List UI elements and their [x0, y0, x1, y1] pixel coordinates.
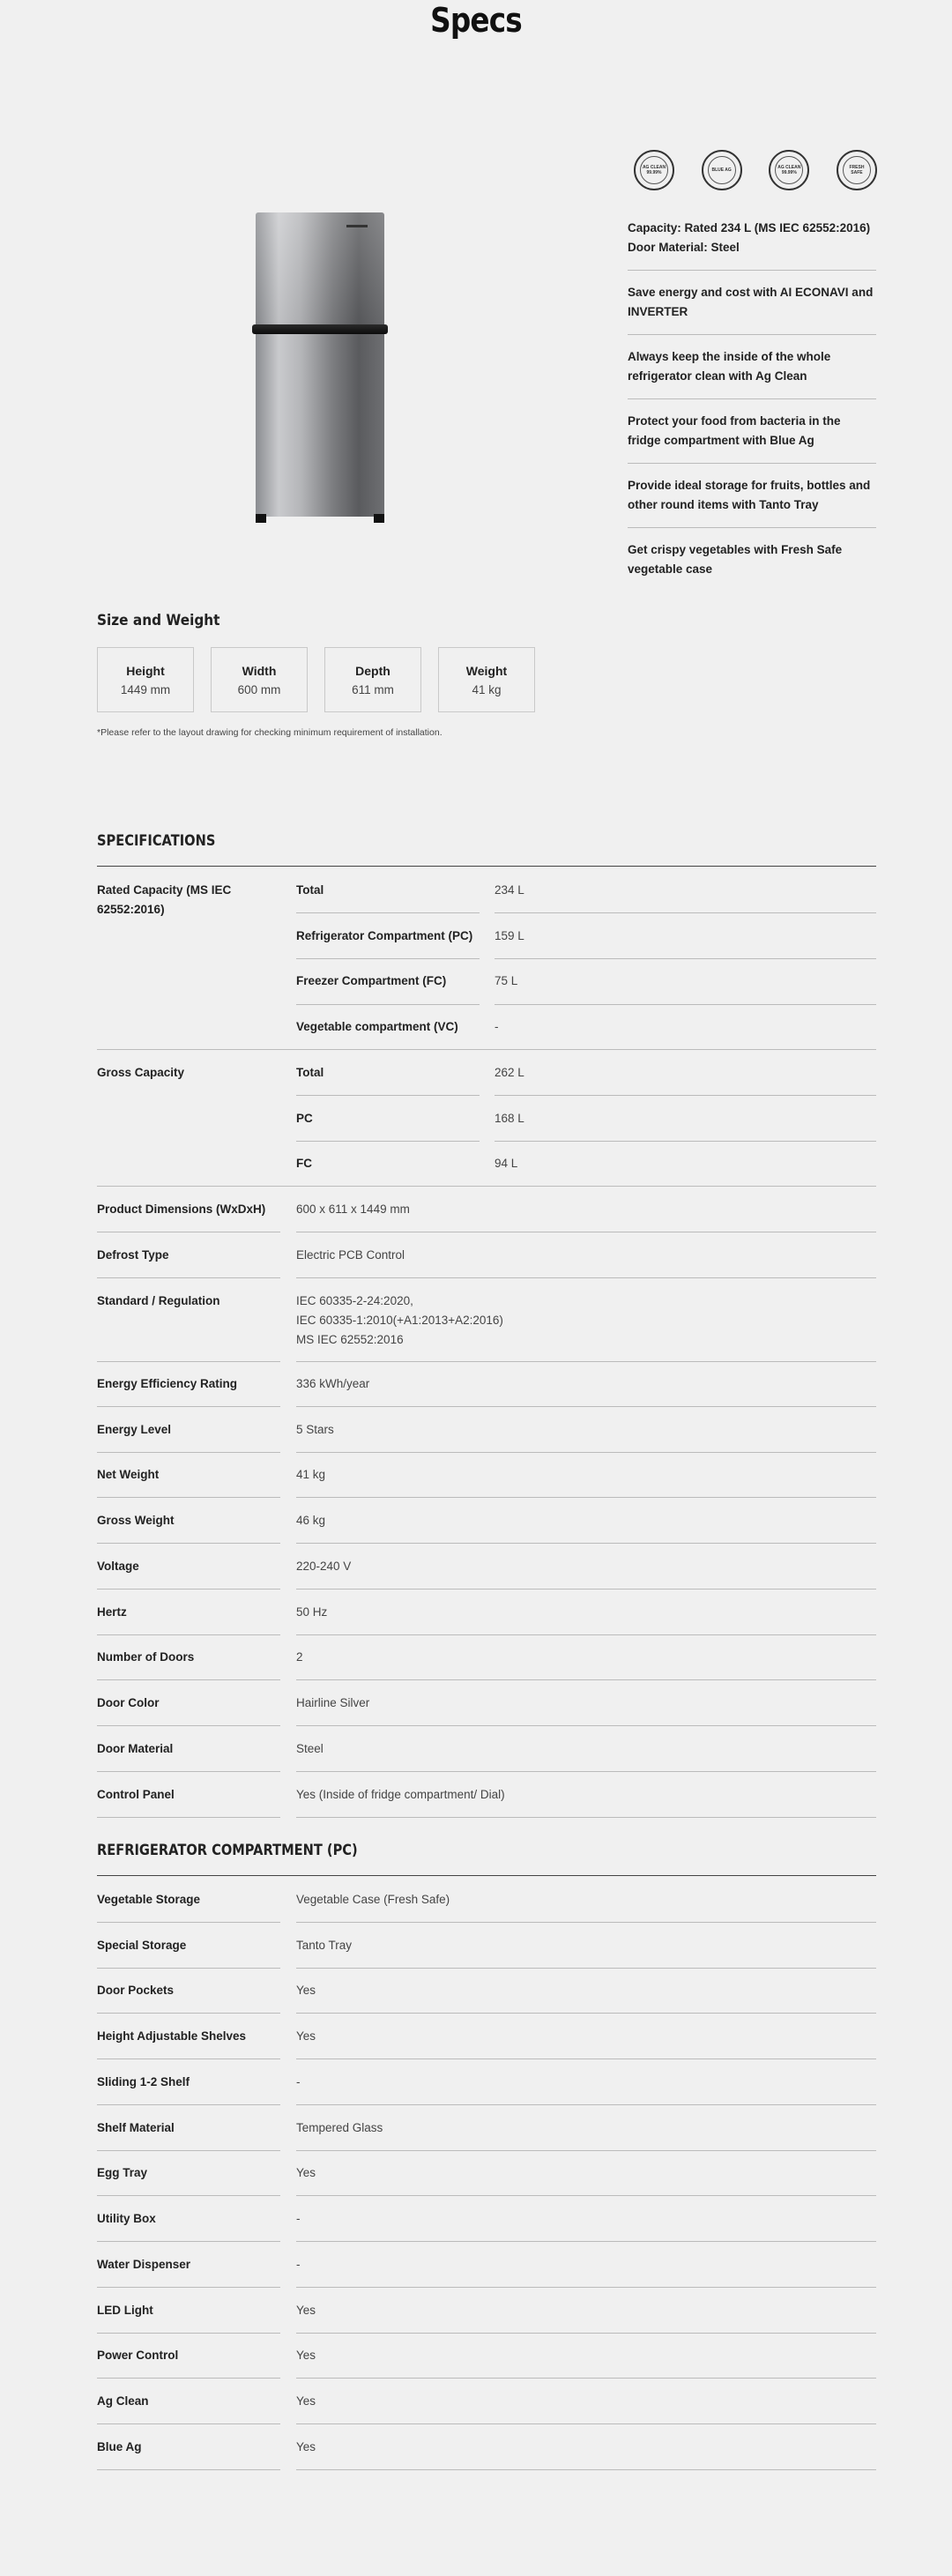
- spec-subkey: Vegetable compartment (VC): [296, 1020, 458, 1033]
- spec-value: -: [296, 2212, 301, 2225]
- spec-value: 46 kg: [296, 1514, 326, 1527]
- spec-subkey: Refrigerator Compartment (PC): [296, 929, 473, 942]
- spec-value: Hairline Silver: [296, 1696, 370, 1709]
- feature-item: Provide ideal storage for fruits, bottles and other round items with Tanto Tray: [628, 476, 876, 528]
- spec-key: Hertz: [97, 1605, 127, 1619]
- spec-key: Gross Capacity: [97, 1066, 185, 1079]
- spec-value: -: [296, 2075, 301, 2088]
- ag-clean-badge-icon: AG CLEAN 99.99%: [634, 150, 674, 190]
- spec-key: Defrost Type: [97, 1248, 169, 1262]
- spec-key: Door Material: [97, 1742, 174, 1755]
- spec-key: Energy Efficiency Rating: [97, 1377, 238, 1390]
- spec-value: 75 L: [495, 974, 518, 987]
- spec-value: Steel: [296, 1742, 324, 1755]
- installation-note: *Please refer to the layout drawing for checking minimum requirement of installation.: [97, 727, 443, 738]
- feature-badges: [634, 150, 877, 190]
- spec-value: 234 L: [495, 883, 524, 897]
- spec-value: IEC 60335-2-24:2020, IEC 60335-1:2010(+A1:2013+A2:2016) MS IEC 62552:2016: [296, 1294, 503, 1346]
- spec-key: Power Control: [97, 2349, 179, 2362]
- size-weight-cards: [97, 647, 535, 712]
- spec-value: Electric PCB Control: [296, 1248, 405, 1262]
- spec-value: 50 Hz: [296, 1605, 328, 1619]
- weight-card: Weight 41 kg: [438, 647, 535, 712]
- refrigerator-compartment-title: REFRIGERATOR COMPARTMENT (PC): [97, 1842, 358, 1859]
- spec-value: 600 x 611 x 1449 mm: [296, 1202, 410, 1216]
- fresh-safe-badge-icon: FRESH SAFE: [837, 150, 877, 190]
- spec-value: 41 kg: [296, 1468, 326, 1481]
- spec-value: Yes: [296, 2440, 316, 2453]
- spec-subkey: Total: [296, 1066, 324, 1079]
- blue-ag-badge-icon: BLUE AG: [702, 150, 742, 190]
- spec-value: 168 L: [495, 1112, 524, 1125]
- feature-list: [628, 219, 876, 604]
- spec-value: 2: [296, 1650, 303, 1664]
- spec-key: Product Dimensions (WxDxH): [97, 1202, 266, 1216]
- spec-key: Sliding 1-2 Shelf: [97, 2075, 190, 2088]
- spec-key: Net Weight: [97, 1468, 160, 1481]
- spec-key: Standard / Regulation: [97, 1294, 220, 1307]
- spec-value: 159 L: [495, 929, 524, 942]
- section-divider: [97, 866, 876, 867]
- spec-key: Door Pockets: [97, 1984, 175, 1997]
- fridge-handle: [252, 324, 388, 334]
- spec-value: Yes: [296, 2394, 316, 2408]
- spec-value: 336 kWh/year: [296, 1377, 370, 1390]
- spec-value: Yes: [296, 2349, 316, 2362]
- ag-clean-99-badge-icon: AG CLEAN 99.99%: [769, 150, 809, 190]
- spec-key: LED Light: [97, 2304, 153, 2317]
- spec-value: Yes: [296, 1984, 316, 1997]
- specifications-title: SPECIFICATIONS: [97, 832, 216, 850]
- page-title: Specs: [430, 1, 522, 40]
- feature-item: Save energy and cost with AI ECONAVI and INVERTER: [628, 283, 876, 335]
- height-card: Height 1449 mm: [97, 647, 194, 712]
- spec-value: -: [296, 2258, 301, 2271]
- spec-key: Voltage: [97, 1560, 139, 1573]
- feature-item: Get crispy vegetables with Fresh Safe vegetable case: [628, 543, 843, 576]
- spec-key: Ag Clean: [97, 2394, 149, 2408]
- spec-value: Tempered Glass: [296, 2121, 383, 2134]
- spec-key: Energy Level: [97, 1423, 172, 1436]
- spec-key: Control Panel: [97, 1788, 175, 1801]
- spec-key: Water Dispenser: [97, 2258, 191, 2271]
- spec-key: Gross Weight: [97, 1514, 175, 1527]
- spec-key: Shelf Material: [97, 2121, 175, 2134]
- spec-key: Rated Capacity (MS IEC 62552:2016): [97, 883, 232, 916]
- depth-card: Depth 611 mm: [324, 647, 421, 712]
- spec-value: 262 L: [495, 1066, 524, 1079]
- spec-subkey: FC: [296, 1157, 312, 1170]
- spec-subkey: Total: [296, 883, 324, 897]
- spec-value: Yes: [296, 2166, 316, 2179]
- spec-key: Height Adjustable Shelves: [97, 2029, 247, 2043]
- spec-subkey: Freezer Compartment (FC): [296, 974, 447, 987]
- feature-item: Always keep the inside of the whole refrigerator clean with Ag Clean: [628, 347, 876, 399]
- section-divider: [97, 1875, 876, 1876]
- spec-value: 94 L: [495, 1157, 518, 1170]
- spec-value: Yes (Inside of fridge compartment/ Dial): [296, 1788, 505, 1801]
- width-card: Width 600 mm: [211, 647, 308, 712]
- feature-item: Capacity: Rated 234 L (MS IEC 62552:2016) Door Material: Steel: [628, 219, 876, 271]
- spec-key: Number of Doors: [97, 1650, 195, 1664]
- product-image: [256, 212, 384, 524]
- spec-value: Yes: [296, 2304, 316, 2317]
- size-weight-title: Size and Weight: [97, 612, 220, 629]
- spec-key: Vegetable Storage: [97, 1893, 201, 1906]
- spec-subkey: PC: [296, 1112, 313, 1125]
- spec-value: -: [495, 1020, 499, 1033]
- spec-key: Door Color: [97, 1696, 160, 1709]
- spec-value: Tanto Tray: [296, 1939, 353, 1952]
- spec-key: Blue Ag: [97, 2440, 142, 2453]
- spec-value: 5 Stars: [296, 1423, 334, 1436]
- feature-item: Protect your food from bacteria in the fridge compartment with Blue Ag: [628, 412, 876, 464]
- spec-key: Special Storage: [97, 1939, 187, 1952]
- spec-key: Egg Tray: [97, 2166, 148, 2179]
- spec-value: 220-240 V: [296, 1560, 352, 1573]
- spec-key: Utility Box: [97, 2212, 156, 2225]
- spec-value: Vegetable Case (Fresh Safe): [296, 1893, 450, 1906]
- spec-value: Yes: [296, 2029, 316, 2043]
